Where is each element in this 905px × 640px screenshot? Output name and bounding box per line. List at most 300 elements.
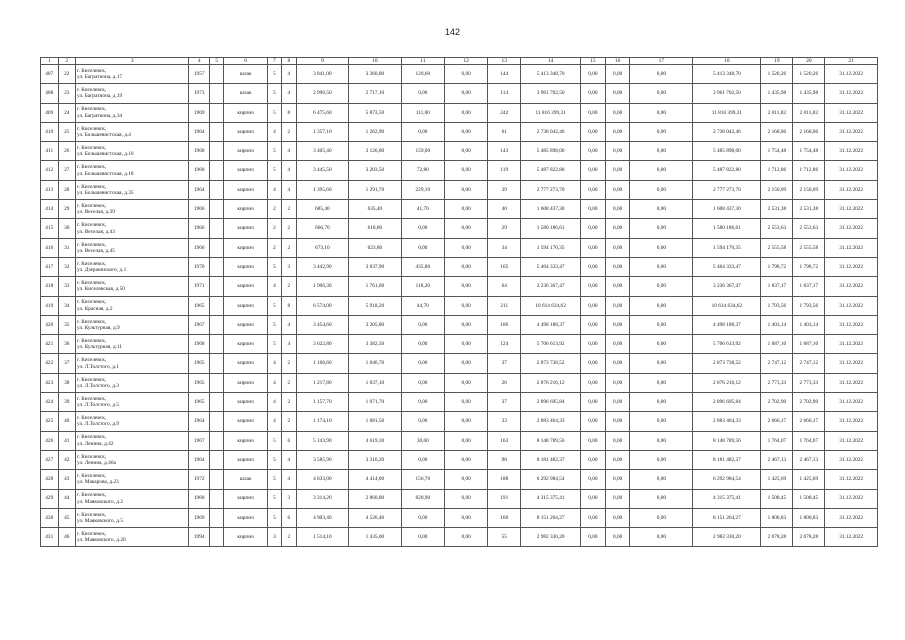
table-cell: 5: [267, 315, 281, 334]
table-cell: [210, 508, 224, 527]
table-cell: 3: [282, 257, 296, 276]
table-cell: 43: [58, 470, 76, 489]
table-cell: 2: [267, 219, 281, 238]
table-cell: 2 738 042,46: [521, 122, 581, 141]
table-cell: 1957: [189, 65, 210, 84]
table-cell: 2 982 330,20: [693, 528, 761, 547]
table-cell: 1 837,17: [761, 277, 793, 296]
table-cell: 4: [282, 84, 296, 103]
table-cell: 0,00: [605, 470, 630, 489]
table-cell: 5 918,20: [349, 296, 402, 315]
table-cell: 0,00: [401, 238, 444, 257]
table-cell: 5 413 348,70: [521, 65, 581, 84]
table-cell: 0,00: [401, 450, 444, 469]
table-cell: 0,00: [605, 200, 630, 219]
table-cell: 0,00: [630, 161, 693, 180]
table-cell: 8: [282, 103, 296, 122]
table-cell: 1 798,72: [793, 257, 825, 276]
table-cell: 0,00: [581, 103, 606, 122]
table-cell: кирпич: [224, 393, 267, 412]
table-cell: 1 594 170,35: [693, 238, 761, 257]
table-cell: 3 622,80: [296, 335, 349, 354]
address-cell: [76, 373, 189, 392]
table-cell: 0,00: [605, 142, 630, 161]
table-cell: 31.12.2022: [825, 296, 878, 315]
table-cell: 0,00: [444, 431, 487, 450]
table-cell: 37: [58, 354, 76, 373]
table-cell: 428: [41, 470, 59, 489]
table-cell: 3 961 702,50: [693, 84, 761, 103]
table-cell: 0,00: [444, 180, 487, 199]
table-cell: 0,00: [444, 219, 487, 238]
address-cell: [76, 296, 189, 315]
table-cell: [210, 470, 224, 489]
address-city: г. Киселевск,: [77, 183, 107, 190]
table-cell: 2 531,38: [761, 200, 793, 219]
table-cell: 31.12.2022: [825, 450, 878, 469]
table-cell: 5 706 613,92: [693, 335, 761, 354]
table-cell: 1 291,70: [349, 180, 402, 199]
table-cell: 1 395,60: [296, 180, 349, 199]
table-cell: 1 687,10: [793, 335, 825, 354]
table-cell: 1 793,56: [761, 296, 793, 315]
table-cell: 2 747,12: [793, 354, 825, 373]
table-cell: 1 435,98: [761, 84, 793, 103]
table-cell: 0,00: [581, 277, 606, 296]
table-cell: 0,00: [581, 335, 606, 354]
table-cell: 0,00: [630, 296, 693, 315]
table-cell: 3 316,20: [349, 450, 402, 469]
table-cell: 5: [267, 450, 281, 469]
table-cell: 2 873 738,52: [693, 354, 761, 373]
table-cell: 618,80: [349, 219, 402, 238]
table-cell: 31.12.2022: [825, 84, 878, 103]
table-cell: 2 555,58: [793, 238, 825, 257]
table-cell: 31: [58, 238, 76, 257]
table-cell: 1966: [189, 219, 210, 238]
table-cell: 72,80: [401, 161, 444, 180]
address-cell: [76, 180, 189, 199]
table-cell: 1 798,72: [761, 257, 793, 276]
table-cell: 34: [488, 238, 521, 257]
table-cell: 430: [41, 508, 59, 527]
table-cell: 1 520,26: [793, 65, 825, 84]
table-cell: [210, 122, 224, 141]
table-cell: 0,00: [444, 470, 487, 489]
table-cell: 165: [488, 257, 521, 276]
table-cell: [210, 528, 224, 547]
column-number-cell: 20: [793, 58, 825, 65]
table-cell: 44,70: [401, 296, 444, 315]
column-number-cell: 9: [296, 58, 349, 65]
address-cell: [76, 142, 189, 161]
table-cell: 0,00: [444, 161, 487, 180]
table-cell: 4 498 188,37: [521, 315, 581, 334]
table-cell: 37: [488, 354, 521, 373]
table-cell: 114: [488, 84, 521, 103]
address-city: г. Киселевск,: [77, 511, 107, 518]
table-cell: 3 382,50: [349, 335, 402, 354]
table-cell: 35: [58, 315, 76, 334]
table-cell: 4 315 375,41: [693, 489, 761, 508]
table-cell: 2 555,58: [761, 238, 793, 257]
table-cell: 2 467,13: [793, 450, 825, 469]
table-cell: 418: [41, 277, 59, 296]
table-cell: [210, 103, 224, 122]
table-cell: 159,00: [401, 142, 444, 161]
table-cell: 5: [267, 296, 281, 315]
column-number-cell: 11: [401, 58, 444, 65]
table-row: [41, 257, 878, 276]
table-cell: 8 151 264,27: [521, 508, 581, 527]
table-cell: 1 712,86: [793, 161, 825, 180]
table-cell: 31.12.2022: [825, 489, 878, 508]
table-cell: 1 906,30: [296, 277, 349, 296]
table-cell: 4 619,30: [349, 431, 402, 450]
address-city: г. Киселевск,: [77, 202, 107, 209]
table-cell: 0,00: [605, 508, 630, 527]
table-cell: 2 666,17: [761, 412, 793, 431]
table-cell: 42: [58, 450, 76, 469]
table-cell: 46: [58, 528, 76, 547]
table-cell: кирпич: [224, 508, 267, 527]
table-cell: 2 467,13: [761, 450, 793, 469]
table-cell: 242: [488, 103, 521, 122]
table-cell: 1968: [189, 142, 210, 161]
table-row: [41, 489, 878, 508]
address-street: ул. Большевистская, д.16: [77, 151, 134, 158]
table-cell: 623,80: [349, 238, 402, 257]
table-cell: 31.12.2022: [825, 508, 878, 527]
table-cell: 31.12.2022: [825, 470, 878, 489]
address-city: г. Киселевск,: [77, 434, 107, 441]
table-cell: [210, 431, 224, 450]
table-cell: 1968: [189, 335, 210, 354]
table-cell: 5: [267, 103, 281, 122]
table-cell: 1 508,45: [793, 489, 825, 508]
table-cell: 1 046,70: [349, 354, 402, 373]
table-cell: 426: [41, 431, 59, 450]
table-cell: кирпич: [224, 528, 267, 547]
table-cell: 0,00: [605, 84, 630, 103]
table-cell: 34: [58, 296, 76, 315]
table-cell: 635,40: [349, 200, 402, 219]
table-cell: 1969: [189, 508, 210, 527]
address-city: г. Киселевск,: [77, 376, 107, 383]
table-cell: 31.12.2022: [825, 277, 878, 296]
table-cell: 8 148 789,56: [521, 431, 581, 450]
address-cell: [76, 393, 189, 412]
table-cell: 0,00: [605, 296, 630, 315]
table-cell: 120,60: [401, 65, 444, 84]
address-city: г. Киселевск,: [77, 338, 107, 344]
table-cell: 1969: [189, 103, 210, 122]
column-number-cell: 10: [349, 58, 402, 65]
table-cell: 1 217,80: [296, 373, 349, 392]
table-cell: 0,00: [581, 450, 606, 469]
table-cell: 2: [282, 354, 296, 373]
table-cell: 0,00: [581, 373, 606, 392]
table-cell: [210, 412, 224, 431]
table-cell: 0,00: [605, 122, 630, 141]
table-cell: шлак: [224, 470, 267, 489]
table-cell: 143: [488, 142, 521, 161]
table-cell: 2 168,06: [793, 122, 825, 141]
table-cell: 2 777 273,70: [693, 180, 761, 199]
table-cell: 31.12.2022: [825, 315, 878, 334]
address-cell: [76, 103, 189, 122]
table-row: [41, 103, 878, 122]
table-cell: 429: [41, 489, 59, 508]
table-row: [41, 315, 878, 334]
table-cell: 3 445,50: [296, 161, 349, 180]
table-cell: 8 151 264,27: [693, 508, 761, 527]
table-cell: 4: [267, 277, 281, 296]
table-cell: кирпич: [224, 277, 267, 296]
column-number-cell: 1: [41, 58, 59, 65]
table-cell: 6 292 984,54: [693, 470, 761, 489]
table-cell: 0,00: [630, 335, 693, 354]
table-cell: кирпич: [224, 450, 267, 469]
table-cell: 31.12.2022: [825, 65, 878, 84]
table-cell: 4: [282, 161, 296, 180]
column-number-cell: 21: [825, 58, 878, 65]
table-cell: [210, 142, 224, 161]
table-cell: 31.12.2022: [825, 431, 878, 450]
table-cell: 4: [267, 122, 281, 141]
column-number-cell: 8: [282, 58, 296, 65]
table-cell: 1 508,45: [761, 489, 793, 508]
table-cell: 820,90: [401, 489, 444, 508]
table-cell: 2: [282, 200, 296, 219]
address-cell: [76, 65, 189, 84]
table-cell: 1 764,07: [793, 431, 825, 450]
address-street: ул. Веселая, д.39: [77, 209, 115, 216]
table-cell: 1 800,83: [761, 508, 793, 527]
table-cell: 31.12.2022: [825, 393, 878, 412]
table-cell: 2 078,28: [793, 528, 825, 547]
table-cell: 2 883 464,33: [693, 412, 761, 431]
table-cell: 0,00: [401, 393, 444, 412]
address-cell: [76, 238, 189, 257]
table-row: [41, 122, 878, 141]
table-cell: 0,00: [630, 84, 693, 103]
address-street: ул. Маяковского, д.20: [77, 537, 126, 544]
table-cell: 666,70: [296, 219, 349, 238]
address-city: г. Киселевск,: [77, 357, 107, 364]
table-cell: 30: [58, 219, 76, 238]
table-cell: 0,00: [630, 393, 693, 412]
table-cell: [210, 315, 224, 334]
table-cell: 1964: [189, 450, 210, 469]
address-street: ул. Большевистская, д.18: [77, 170, 134, 177]
address-street: ул. Культурная, д.9: [77, 325, 120, 331]
address-city: г. Киселевск,: [77, 318, 107, 325]
table-cell: 1 425,69: [793, 470, 825, 489]
table-cell: 2 873 738,52: [521, 354, 581, 373]
table-cell: 31.12.2022: [825, 335, 878, 354]
table-cell: 4: [282, 180, 296, 199]
table-cell: 0,00: [605, 65, 630, 84]
address-city: г. Киселевск,: [77, 87, 107, 94]
table-cell: 4: [282, 450, 296, 469]
table-cell: 191: [488, 489, 521, 508]
table-cell: 3 236 367,47: [521, 277, 581, 296]
table-cell: 0,00: [444, 257, 487, 276]
address-street: ул. Макарова, д.23: [77, 479, 119, 486]
table-cell: 0,00: [401, 508, 444, 527]
table-cell: 2 011,82: [793, 103, 825, 122]
column-number-cell: 14: [521, 58, 581, 65]
table-cell: 3 454,60: [296, 315, 349, 334]
table-row: [41, 354, 878, 373]
table-cell: 2 738 042,46: [693, 122, 761, 141]
table-cell: 2: [282, 412, 296, 431]
table-row: [41, 84, 878, 103]
table-cell: 31.12.2022: [825, 373, 878, 392]
table-cell: 410: [41, 122, 59, 141]
table-cell: 1 580 186,61: [521, 219, 581, 238]
table-cell: 1 754,48: [793, 142, 825, 161]
table-cell: 0,00: [444, 335, 487, 354]
table-cell: 5: [267, 489, 281, 508]
address-street: ул. Л.Толстого, д.5: [77, 402, 119, 409]
table-cell: 0,00: [581, 65, 606, 84]
table-cell: 1965: [189, 296, 210, 315]
table-cell: 33: [58, 277, 76, 296]
table-cell: 4 526,40: [349, 508, 402, 527]
table-cell: 2 860,80: [349, 489, 402, 508]
table-cell: 420: [41, 315, 59, 334]
table-cell: 673,10: [296, 238, 349, 257]
table-cell: 1964: [189, 122, 210, 141]
table-cell: 4: [282, 470, 296, 489]
table-cell: 1971: [189, 277, 210, 296]
address-cell: [76, 431, 189, 450]
address-street: ул. Большевистская, д.4: [77, 132, 131, 139]
table-cell: 31.12.2022: [825, 103, 878, 122]
table-row: [41, 180, 878, 199]
table-cell: 411: [41, 142, 59, 161]
table-cell: 1 580 186,61: [693, 219, 761, 238]
table-cell: 41,70: [401, 200, 444, 219]
table-cell: 31.12.2022: [825, 142, 878, 161]
table-cell: 1 157,70: [296, 393, 349, 412]
column-number-cell: 4: [189, 58, 210, 65]
table-cell: 24: [58, 103, 76, 122]
table-cell: 1968: [189, 161, 210, 180]
table-cell: 0,00: [401, 84, 444, 103]
table-cell: 64: [488, 277, 521, 296]
table-cell: 0,00: [630, 431, 693, 450]
address-street: ул. Маяковского, д.2: [77, 498, 123, 505]
address-city: г. Киселевск,: [77, 241, 107, 248]
table-row: [41, 161, 878, 180]
table-cell: 0,00: [630, 412, 693, 431]
column-number-cell: 12: [444, 58, 487, 65]
table-cell: 1964: [189, 180, 210, 199]
table-cell: 423: [41, 373, 59, 392]
table-cell: 26: [58, 142, 76, 161]
table-cell: 0,00: [605, 489, 630, 508]
table-cell: 2 702,90: [761, 393, 793, 412]
table-cell: 1 594 170,35: [521, 238, 581, 257]
table-cell: 25: [58, 122, 76, 141]
table-cell: 1 174,10: [296, 412, 349, 431]
table-cell: [210, 335, 224, 354]
table-cell: 417: [41, 257, 59, 276]
table-cell: 413: [41, 180, 59, 199]
table-cell: 8: [282, 296, 296, 315]
table-cell: 0,00: [581, 528, 606, 547]
table-cell: 1 754,48: [761, 142, 793, 161]
address-city: г. Киселевск,: [77, 473, 107, 480]
table-cell: 412: [41, 161, 59, 180]
table-cell: 2 666,17: [793, 412, 825, 431]
table-cell: 415: [41, 219, 59, 238]
table-cell: [210, 65, 224, 84]
table-cell: 33: [488, 412, 521, 431]
address-city: г. Киселевск,: [77, 299, 107, 306]
table-cell: кирпич: [224, 354, 267, 373]
table-cell: 4: [267, 354, 281, 373]
table-cell: [210, 257, 224, 276]
table-cell: 2 896 695,84: [693, 393, 761, 412]
address-street: ул. Л.Толстого, д.3: [77, 382, 119, 389]
table-cell: 3 360,80: [349, 65, 402, 84]
table-cell: 0,00: [605, 373, 630, 392]
table-cell: 5: [267, 508, 281, 527]
table-cell: 4: [282, 335, 296, 354]
table-cell: 0,00: [444, 238, 487, 257]
address-street: ул. Красная, д.2: [77, 305, 113, 312]
table-cell: 2 531,38: [793, 200, 825, 219]
table-cell: 119: [488, 161, 521, 180]
table-cell: 427: [41, 450, 59, 469]
table-cell: 39: [488, 180, 521, 199]
table-cell: 0,00: [581, 508, 606, 527]
address-cell: [76, 354, 189, 373]
table-cell: 422: [41, 354, 59, 373]
table-cell: 1965: [189, 393, 210, 412]
address-city: г. Киселевск,: [77, 492, 107, 499]
table-cell: 1972: [189, 470, 210, 489]
table-cell: 6: [282, 508, 296, 527]
table-cell: [210, 84, 224, 103]
table-cell: 2 717,10: [349, 84, 402, 103]
table-cell: [210, 450, 224, 469]
table-cell: кирпич: [224, 315, 267, 334]
column-number-cell: 7: [267, 58, 281, 65]
table-row: [41, 65, 878, 84]
column-number-cell: 2: [58, 58, 76, 65]
table-cell: [210, 238, 224, 257]
table-cell: 0,00: [581, 200, 606, 219]
table-cell: 1 037,10: [349, 373, 402, 392]
table-cell: 45: [58, 508, 76, 527]
table-cell: 0,00: [444, 200, 487, 219]
table-row: [41, 373, 878, 392]
address-cell: [76, 528, 189, 547]
table-cell: кирпич: [224, 122, 267, 141]
table-cell: 3 037,90: [349, 257, 402, 276]
address-cell: [76, 508, 189, 527]
table-cell: 2: [282, 277, 296, 296]
table-cell: 2 747,12: [761, 354, 793, 373]
table-cell: 2 876 216,12: [693, 373, 761, 392]
table-cell: 0,00: [605, 238, 630, 257]
table-cell: 5: [267, 257, 281, 276]
